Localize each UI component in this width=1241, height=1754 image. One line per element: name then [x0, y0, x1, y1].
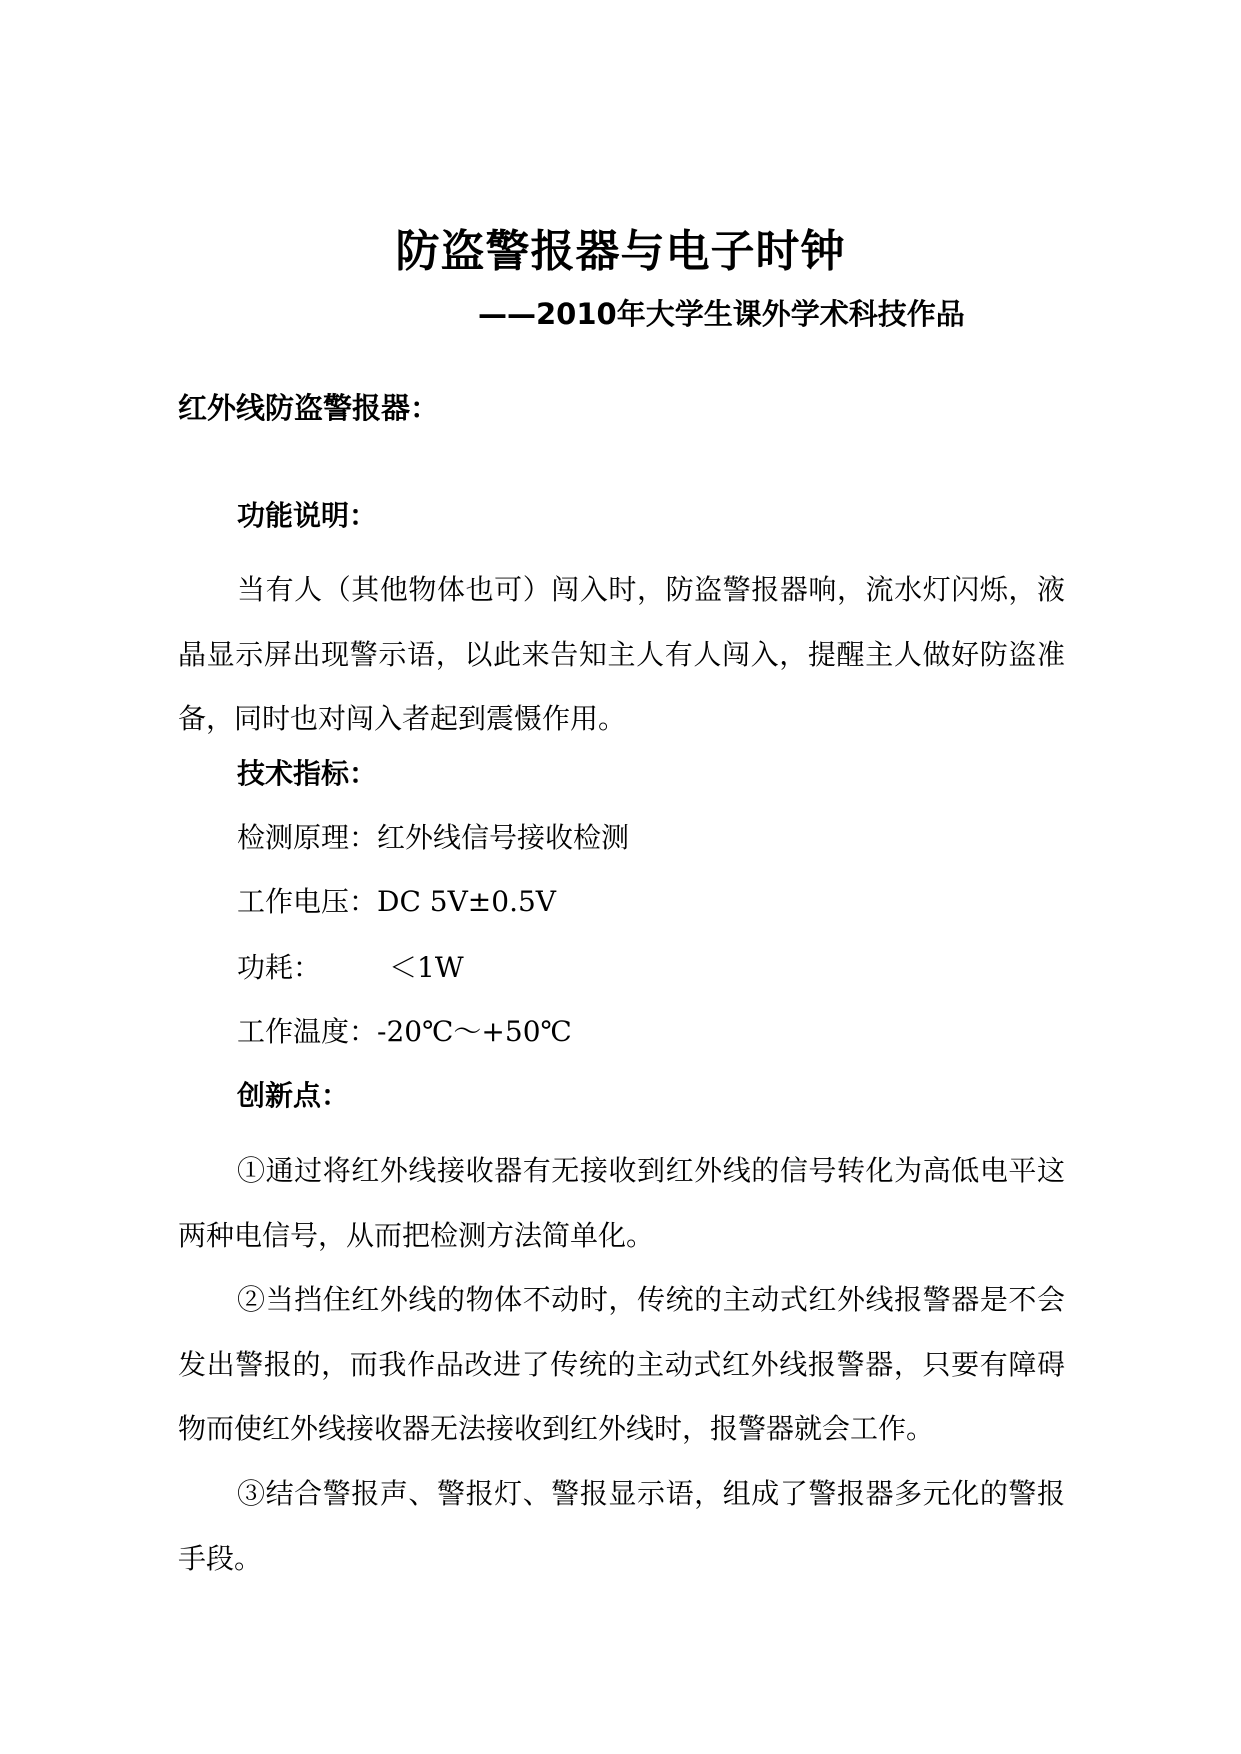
spec-power-value: ＜1W	[389, 951, 464, 984]
innovation-point-1: ①通过将红外线接收器有无接收到红外线的信号转化为高低电平这两种电信号，从而把检测方法简单化。	[178, 1154, 1065, 1252]
spec-power-key: 功耗：	[237, 951, 322, 984]
innovation-point-2: ②当挡住红外线的物体不动时，传统的主动式红外线报警器是不会发出警报的，而我作品改进了传统的主动式红外线报警器，只要有障碍物而使红外线接收器无法接收到红外线时，报警器就会工作。	[178, 1283, 1065, 1445]
section-heading: 红外线防盗警报器：	[178, 391, 440, 425]
document-title: 防盗警报器与电子时钟	[395, 226, 846, 277]
document-subtitle: ——2010年大学生课外学术科技作品	[478, 297, 965, 331]
function-description: 当有人（其他物体也可）闯入时，防盗警报器响，流水灯闪烁，液晶显示屏出现警示语，以此来告知主人有人闯入，提醒主人做好防盗准备，同时也对闯入者起到震慑作用。	[178, 573, 1065, 735]
innovation-heading: 创新点：	[237, 1079, 350, 1112]
spec-detection-principle: 检测原理：红外线信号接收检测	[237, 821, 630, 854]
specs-heading: 技术指标：	[237, 757, 378, 790]
innovation-point-3: ③结合警报声、警报灯、警报显示语，组成了警报器多元化的警报手段。	[178, 1477, 1065, 1575]
spec-working-voltage: 工作电压：DC 5V±0.5V	[237, 885, 557, 918]
spec-working-temperature: 工作温度：-20℃～+50℃	[237, 1015, 572, 1048]
function-heading: 功能说明：	[237, 499, 378, 532]
spec-power-consumption	[237, 946, 464, 990]
